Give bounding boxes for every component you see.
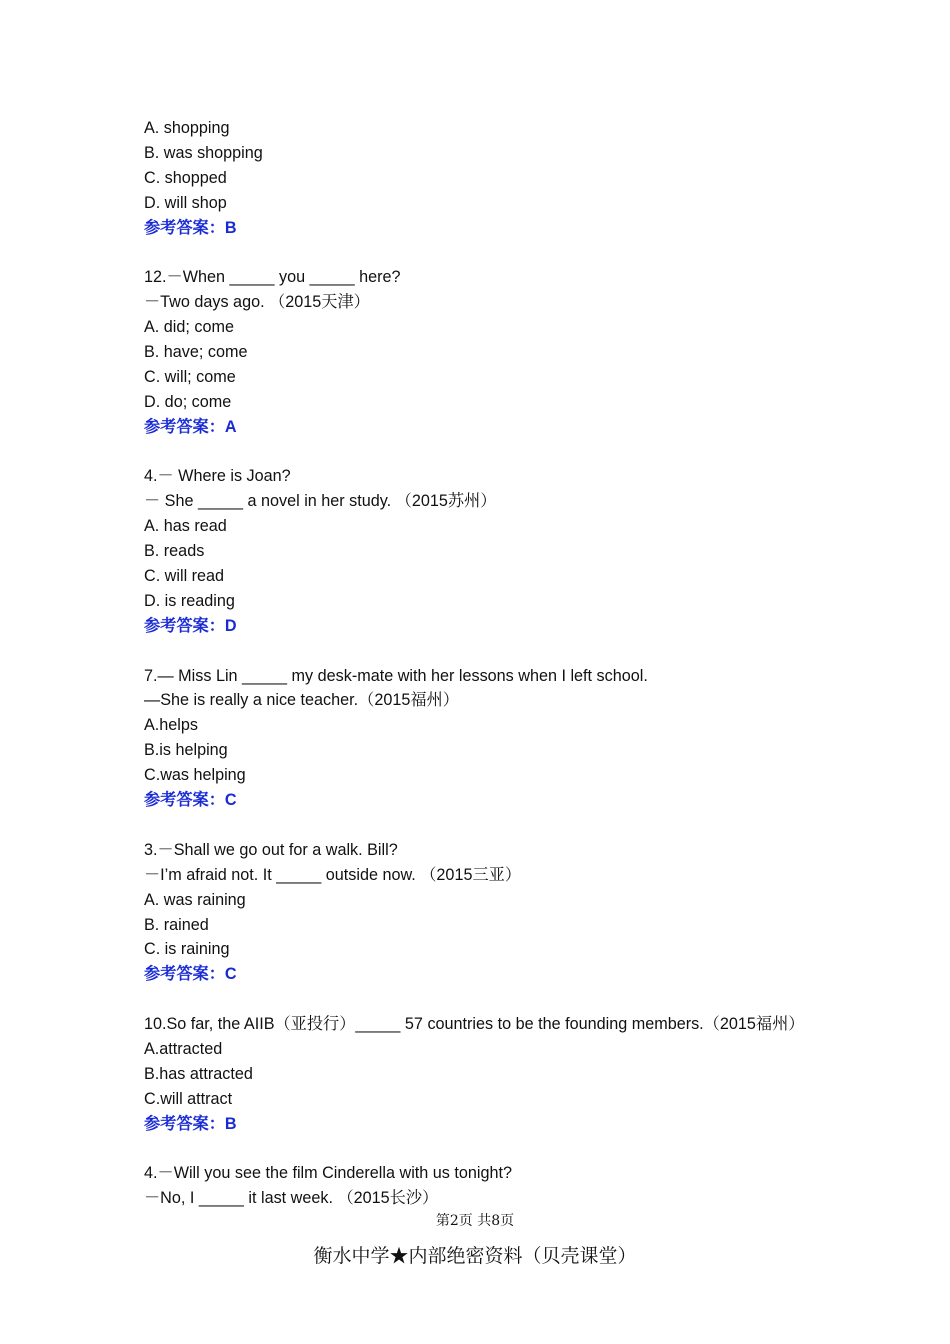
question-block [144,116,864,265]
page-number: 第2页 共8页 [435,1213,515,1229]
option-line: －Two days ago. （2015天津） [144,293,370,312]
option-line: A. was raining [144,890,246,909]
question-block [144,664,864,838]
option-line: C.will attract [144,1089,233,1108]
option-line: B. reads [144,542,205,561]
reference-answer: 参考答案：D [144,616,237,635]
option-line: －I’m afraid not. It _____ outside now. （2015三亚） [144,865,522,884]
option-line: －No, I _____ it last week. （2015长沙） [144,1189,439,1208]
option-line: B.has attracted [144,1064,253,1083]
option-line: C. will; come [144,367,236,386]
option-line: A.helps [144,716,198,735]
option-line: A. did; come [144,318,234,337]
block-spacer [144,440,864,465]
option-line: —She is really a nice teacher.（2015福州） [144,691,459,710]
question-line: A. shopping [144,119,230,137]
question-line: 7.— Miss Lin _____ my desk-mate with her lessons when I left school. [144,666,648,685]
block-spacer [144,639,864,664]
option-line: A. has read [144,517,227,536]
block-spacer [144,987,864,1012]
question-block [144,265,864,464]
reference-answer: 参考答案：C [144,965,237,984]
option-line: D. do; come [144,392,232,411]
option-line: D. will shop [144,193,227,212]
question-block [144,838,864,1012]
option-line: B.is helping [144,741,228,760]
option-line: B. rained [144,915,209,934]
block-spacer [144,240,864,265]
option-line: － She _____ a novel in her study. （2015苏州） [144,492,497,511]
question-line: 3.－Shall we go out for a walk. Bill? [144,840,398,859]
question-list [144,116,864,1211]
option-line: A.attracted [144,1039,223,1058]
reference-answer: 参考答案：B [144,218,237,237]
block-spacer [144,813,864,838]
option-line: C.was helping [144,766,246,785]
option-line: B. was shopping [144,143,263,162]
question-line: 10.So far, the AIIB（亚投行）_____ 57 countries to be the founding members.（2015福州） [144,1015,805,1034]
option-line: D. is reading [144,591,235,610]
question-block [144,1012,864,1161]
footer-brand: 衡水中学★内部绝密资料（贝壳课堂） [313,1245,637,1267]
option-line: B. have; come [144,343,248,362]
reference-answer: 参考答案：C [144,791,237,810]
question-line: 12.－When _____ you _____ here? [144,268,401,287]
reference-answer: 参考答案：B [144,1114,237,1133]
option-line: C. shopped [144,168,227,187]
option-line: C. is raining [144,940,230,959]
option-line: C. will read [144,567,225,586]
question-block [144,464,864,663]
reference-answer: 参考答案：A [144,417,237,436]
question-line: 4.－ Where is Joan? [144,467,291,486]
question-block [144,1161,864,1211]
block-spacer [144,1137,864,1162]
question-line: 4.－Will you see the film Cinderella with us tonight? [144,1164,512,1183]
